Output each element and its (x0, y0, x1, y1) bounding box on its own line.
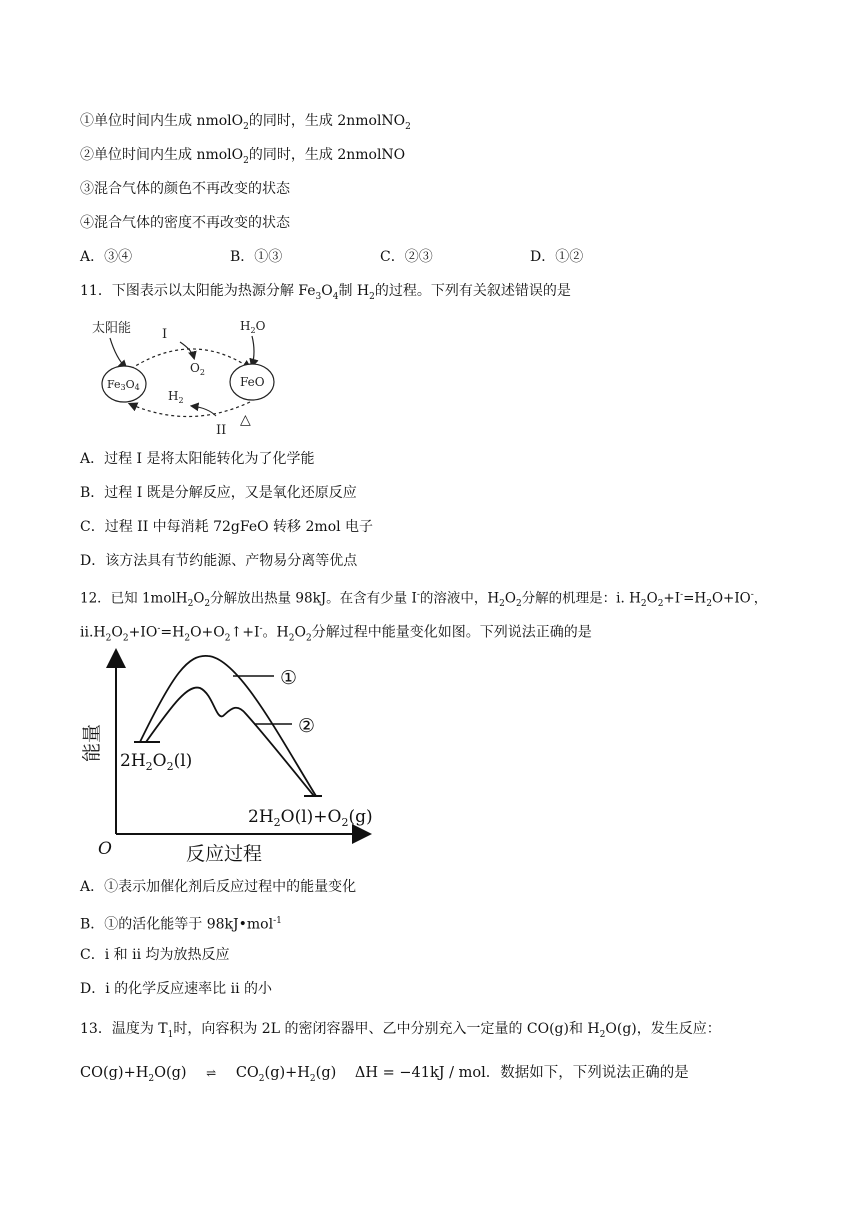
q11-option-d[interactable]: D．该方法具有节约能源、产物易分离等优点 (80, 553, 358, 569)
q12-option-b[interactable]: B．①的活化能等于 98kJ•mol$^{-1}$ (80, 916, 282, 933)
q10-option-a[interactable]: A．③④ (80, 249, 133, 265)
q11-option-c[interactable]: C．过程 II 中每消耗 72gFeO 转移 2mol 电子 (80, 519, 374, 535)
solar-label: 太阳能 (92, 321, 132, 336)
x-axis-label: 反应过程 (186, 843, 263, 865)
h2-arrow (192, 406, 216, 416)
y-axis-label: 能量 (81, 723, 103, 762)
statement-2: ②单位时间内生成 nmolO$_2$的同时，生成 2nmolNO (80, 147, 406, 166)
q12-option-c[interactable]: C．i 和 ii 均为放热反应 (80, 947, 230, 963)
fe3o4-cycle-diagram (80, 308, 300, 438)
q13-stem: 13．温度为 $T_1$时，向容积为 2L 的密闭容器甲、乙中分别充入一定量的 CO(g)和 $H_2O(g)$，发生反应： (80, 1021, 721, 1040)
process-2-arrow (130, 402, 250, 417)
h2-label: $H_2$ (168, 389, 184, 405)
q11-stem: 11．下图表示以太阳能为热源分解 $Fe_3O_4$制 $H_2$的过程。下列有关叙述错误的是 (80, 283, 571, 302)
solar-arrow (110, 338, 126, 368)
curve-2 (146, 687, 314, 796)
product-label: $2H_2O(l)+O_2(g)$ (248, 807, 373, 829)
fe3o4-label: Fe3O4 (107, 378, 140, 392)
step-2-label: II (216, 423, 227, 438)
step-1-label: I (162, 327, 168, 342)
q11-option-b[interactable]: B．过程 I 既是分解反应，又是氧化还原反应 (80, 485, 357, 501)
q11-option-a[interactable]: A．过程 I 是将太阳能转化为了化学能 (80, 451, 315, 467)
q12-stem-line-2: $ii.H_2O_2+IO^-=H_2O+O_2↑+I^-$。$H_2O_2$分解过程中能量变化如图。下列说法正确的是 (80, 624, 592, 644)
origin-label: O (98, 839, 112, 859)
h2o-arrow (252, 336, 254, 366)
q13-equation: $CO(g)+H_2O(g)$ ⇌ $CO_2(g)+H_2(g) \Delta H = -41kJ$ / mol．数据如下，下列说法正确的是 (80, 1065, 689, 1084)
h2o-label: $H_2O$ (240, 319, 266, 335)
q10-options (80, 248, 583, 266)
q10-option-b[interactable]: B．①③ (230, 249, 283, 265)
feo-label: FeO (240, 375, 265, 389)
energy-profile-diagram (78, 644, 388, 870)
statement-3: ③混合气体的颜色不再改变的状态 (80, 181, 290, 197)
reactant-label: $2H_2O_2(l)$ (120, 751, 193, 773)
process-1-arrow (126, 349, 250, 372)
curve-1-label: ① (280, 667, 298, 689)
statement-4: ④混合气体的密度不再改变的状态 (80, 215, 290, 231)
heat-symbol: △ (240, 412, 251, 428)
statement-1-text: ①单位时间内生成 nmolO (80, 113, 244, 129)
q12-stem-line-1: 12．已知 $1molH_2O_2$分解放出热量 98kJ。在含有少量 I-的溶液中，$H_2O_2$分解的机理是：i. $H_2O_2+I^-=H_2O+IO^-$， (80, 590, 768, 610)
q12-option-a[interactable]: A．①表示加催化剂后反应过程中的能量变化 (80, 879, 357, 895)
enthalpy-value: ΔH = −41kJ / mol (354, 1065, 486, 1081)
equilibrium-arrows-icon: ⇌ (206, 1066, 217, 1080)
q10-option-d[interactable]: D．①② (530, 249, 584, 265)
curve-2-label: ② (298, 715, 316, 737)
o2-label: $O_2$ (190, 361, 205, 377)
statement-1: ①单位时间内生成 nmolO$_2$的同时，生成 2nmolNO$_2$ (80, 113, 411, 132)
q10-option-c[interactable]: C．②③ (380, 249, 433, 265)
q12-option-d[interactable]: D．i 的化学反应速率比 ii 的小 (80, 981, 273, 997)
